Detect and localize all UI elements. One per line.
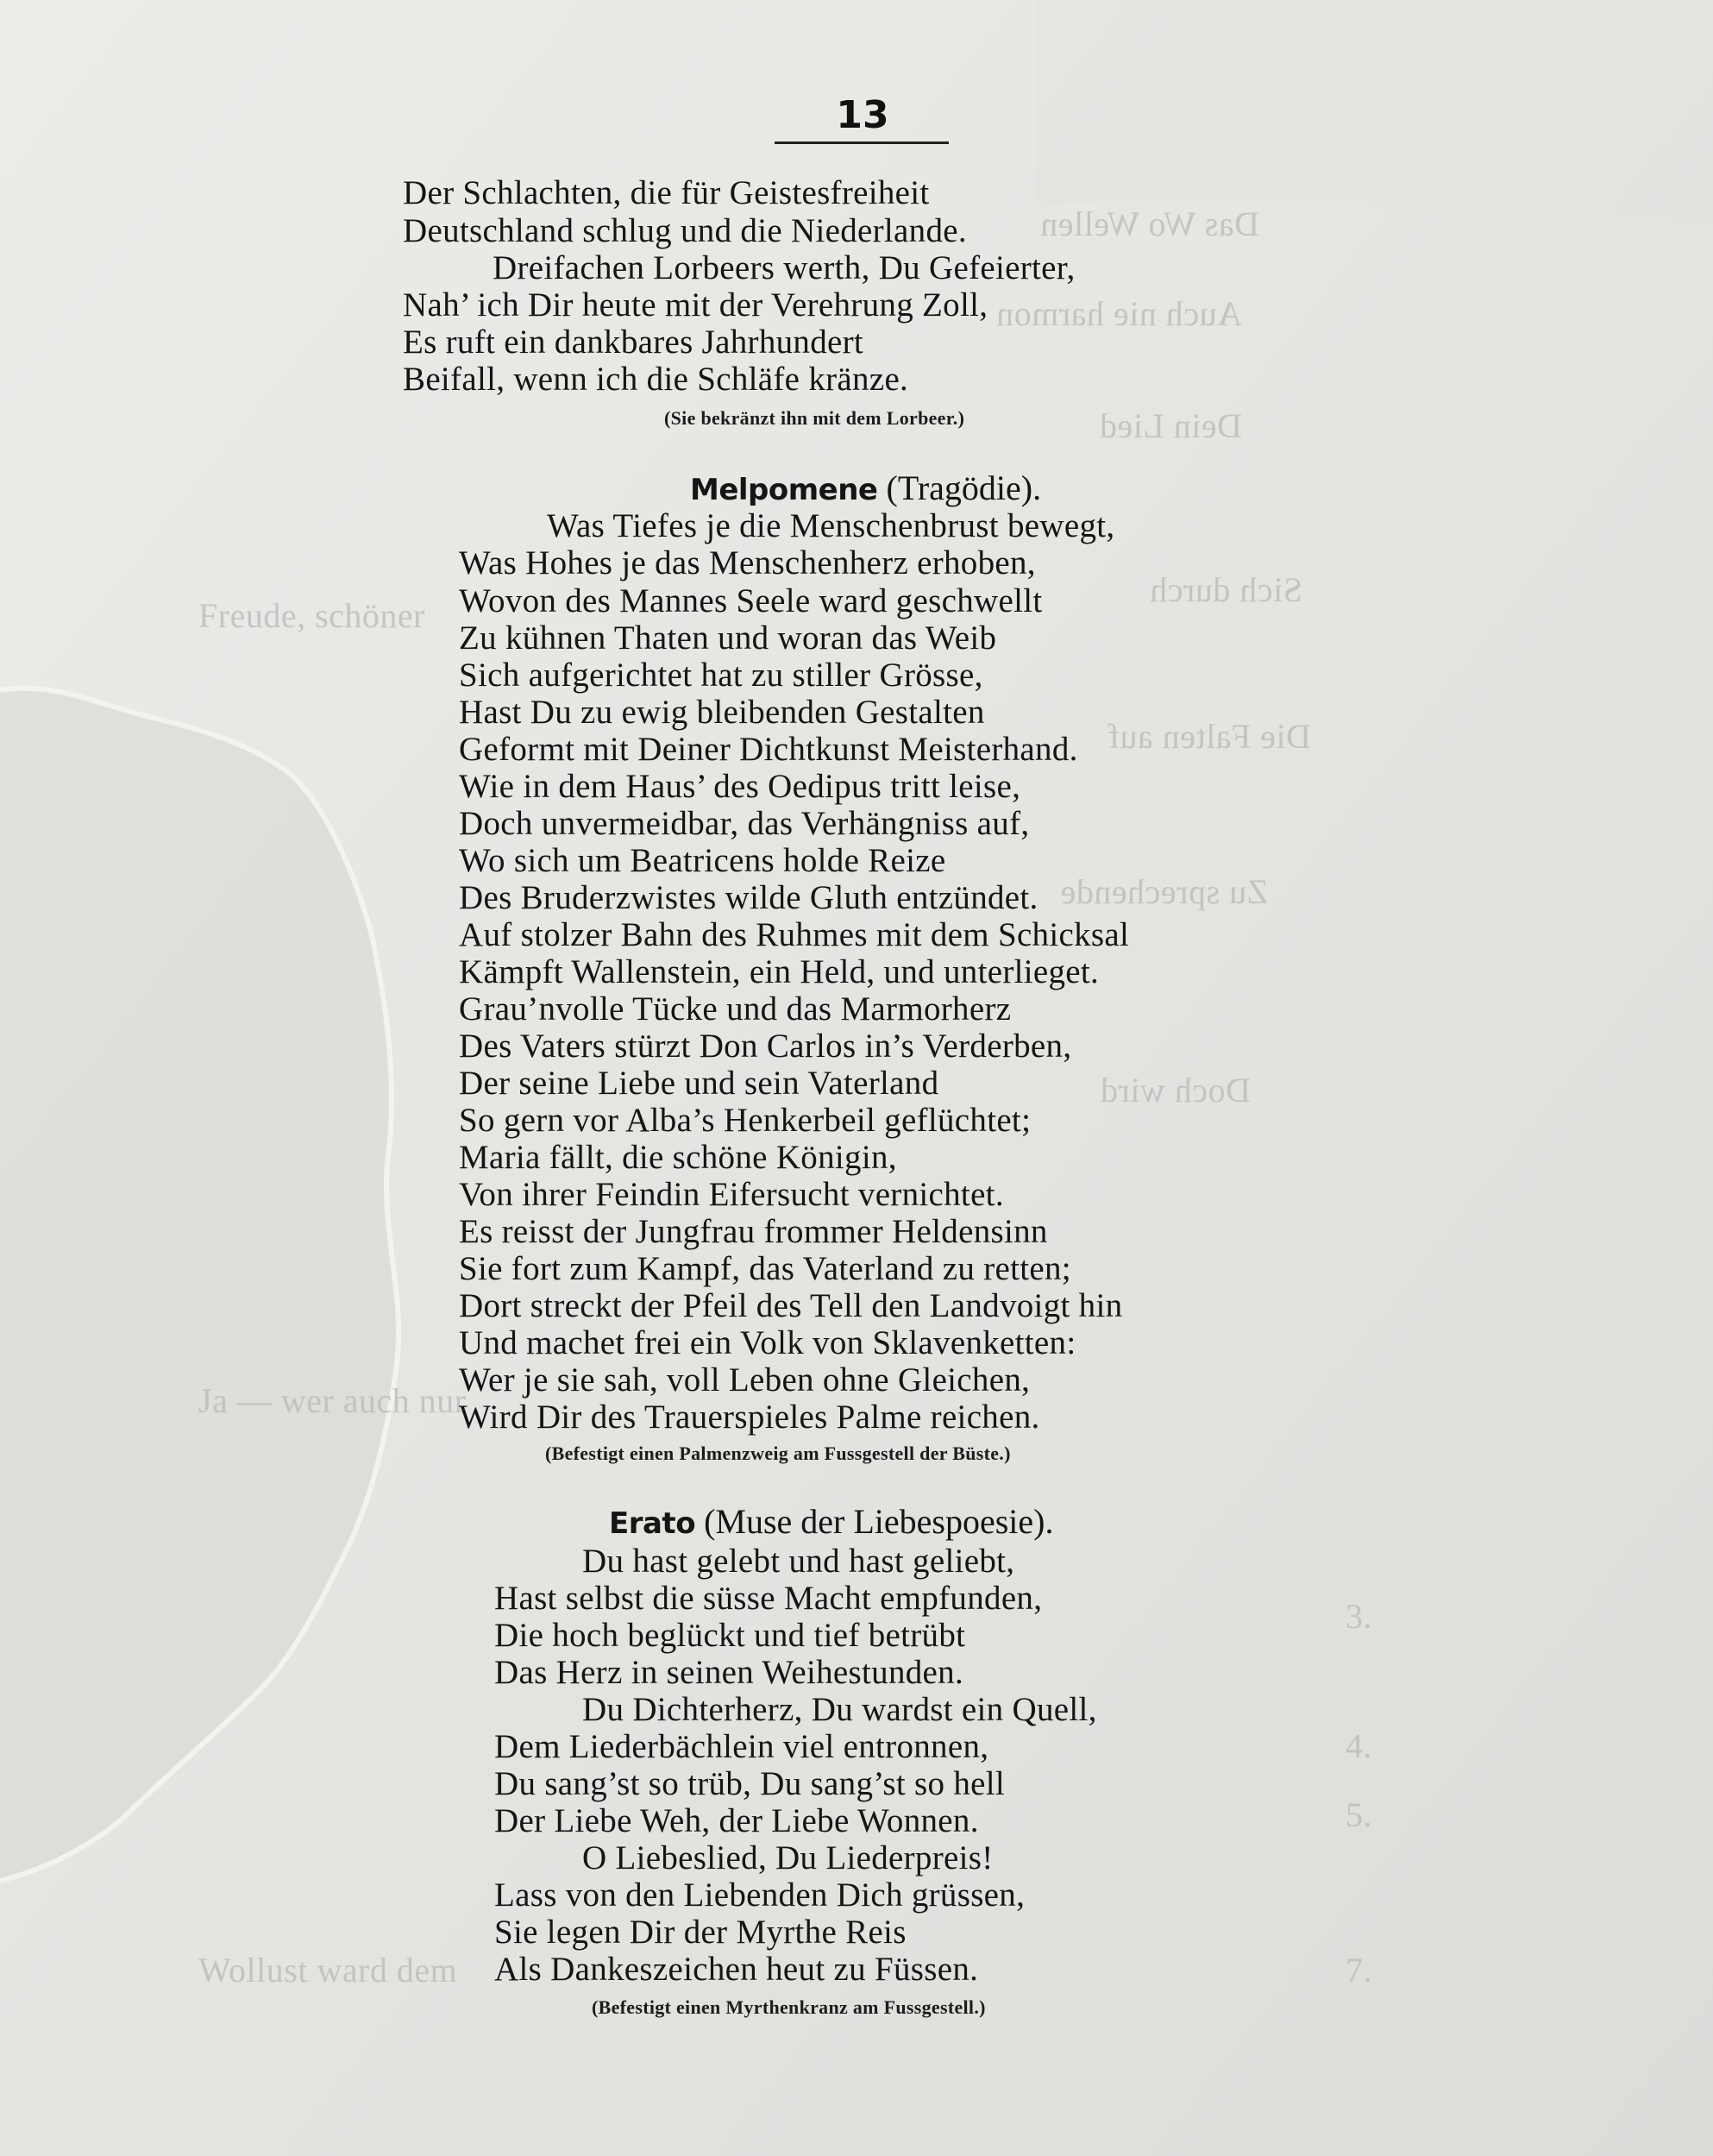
bleed-through-text: Das Wo Wellen — [1039, 204, 1259, 243]
bleed-through-text: Doch wird — [1100, 1071, 1251, 1109]
bleed-through-text: Ja — wer auch nur — [198, 1381, 467, 1420]
verse-line: Der Schlachten, die für Geistesfreiheit — [403, 174, 930, 211]
verse-line: Auf stolzer Bahn des Ruhmes mit dem Schicksal — [459, 916, 1130, 953]
bleed-through-text: Zu sprechende — [1060, 872, 1268, 911]
section-heading-melpomene — [690, 468, 1041, 508]
verse-line: Doch unvermeidbar, das Verhängniss auf, — [459, 805, 1030, 842]
bleed-through-text: 3. — [1346, 1597, 1372, 1636]
stage-direction: (Befestigt einen Palmenzweig am Fussgestell der Büste.) — [545, 1443, 1011, 1464]
verse-line: Lass von den Liebenden Dich grüssen, — [494, 1876, 1026, 1914]
verse-line: O Liebeslied, Du Liederpreis! — [582, 1839, 994, 1876]
verse-line: Hast Du zu ewig bleibenden Gestalten — [459, 694, 985, 731]
verse-line: Des Vaters stürzt Don Carlos in’s Verderben, — [459, 1028, 1072, 1065]
verse-line: Es reisst der Jungfrau frommer Heldensinn — [459, 1213, 1048, 1250]
verse-line: Dreifachen Lorbeers werth, Du Gefeierter, — [493, 249, 1076, 286]
bleed-through-text: Dein Lied — [1099, 406, 1242, 445]
page-number-rule — [775, 141, 949, 144]
bleed-through-text: Wollust ward dem — [198, 1951, 458, 1989]
stage-direction: (Befestigt einen Myrthenkranz am Fussgestell.) — [592, 1996, 986, 2018]
verse-line: Es ruft ein dankbares Jahrhundert — [403, 324, 864, 361]
verse-line: Das Herz in seinen Weihestunden. — [494, 1654, 964, 1691]
verse-line: Geformt mit Deiner Dichtkunst Meisterhand. — [459, 731, 1078, 768]
verse-line: Die hoch beglückt und tief betrübt — [494, 1617, 966, 1654]
verse-line: Wie in dem Haus’ des Oedipus tritt leise, — [459, 768, 1021, 805]
verse-line: Wird Dir des Trauerspieles Palme reichen. — [459, 1399, 1040, 1436]
muse-name: Erato — [609, 1506, 696, 1541]
verse-line: Wovon des Mannes Seele ward geschwellt — [459, 582, 1043, 619]
section-heading-erato — [609, 1501, 1053, 1542]
bleed-through-text: 4. — [1346, 1726, 1372, 1765]
verse-line: Sie legen Dir der Myrthe Reis — [494, 1914, 907, 1951]
stage-direction: (Sie bekränzt ihn mit dem Lorbeer.) — [664, 407, 965, 429]
bleed-through-text: Freude, schöner — [198, 596, 425, 635]
page-number: 13 — [836, 93, 889, 137]
verse-line: Wer je sie sah, voll Leben ohne Gleichen, — [459, 1361, 1031, 1399]
verse-line: Als Dankeszeichen heut zu Füssen. — [494, 1951, 979, 1988]
verse-line: Du sang’st so trüb, Du sang’st so hell — [494, 1765, 1006, 1802]
muse-subtitle: (Muse der Liebespoesie). — [704, 1502, 1054, 1541]
verse-line: Sich aufgerichtet hat zu stiller Grösse, — [459, 657, 983, 694]
verse-line: Was Tiefes je die Menschenbrust bewegt, — [547, 507, 1115, 544]
verse-line: Hast selbst die süsse Macht empfunden, — [494, 1580, 1043, 1617]
verse-line: Deutschland schlug und die Niederlande. — [403, 212, 967, 249]
verse-line: Grau’nvolle Tücke und das Marmorherz — [459, 990, 1012, 1028]
verse-line: Maria fällt, die schöne Königin, — [459, 1139, 897, 1176]
verse-line: Du hast gelebt und hast geliebt, — [582, 1543, 1015, 1580]
verse-line: Dem Liederbächlein viel entronnen, — [494, 1728, 989, 1765]
verse-line: Des Bruderzwistes wilde Gluth entzündet. — [459, 879, 1038, 916]
verse-line: So gern vor Alba’s Henkerbeil geflüchtet; — [459, 1102, 1032, 1139]
muse-name: Melpomene — [690, 473, 878, 507]
verse-line: Der Liebe Weh, der Liebe Wonnen. — [494, 1802, 979, 1839]
verse-line: Dort streckt der Pfeil des Tell den Landvoigt hin — [459, 1287, 1123, 1324]
bleed-through-text: Auch nie harmon — [995, 294, 1242, 333]
verse-line: Nah’ ich Dir heute mit der Verehrung Zoll, — [403, 286, 988, 324]
bleed-through-text: Sich durch — [1149, 570, 1302, 609]
muse-subtitle: (Tragödie). — [886, 468, 1042, 507]
verse-line: Von ihrer Feindin Eifersucht vernichtet. — [459, 1176, 1004, 1213]
verse-line: Zu kühnen Thaten und woran das Weib — [459, 619, 997, 657]
bleed-through-text: 5. — [1346, 1795, 1372, 1834]
verse-line: Kämpft Wallenstein, ein Held, und unterlieget. — [459, 953, 1100, 990]
bleed-through-text: Die Falten auf — [1107, 717, 1311, 756]
verse-line: Wo sich um Beatricens holde Reize — [459, 842, 946, 879]
verse-line: Beifall, wenn ich die Schläfe kränze. — [403, 361, 909, 398]
verse-line: Du Dichterherz, Du wardst ein Quell, — [582, 1691, 1097, 1728]
verse-line: Und machet frei ein Volk von Sklavenketten: — [459, 1324, 1076, 1361]
bleed-through-text: 7. — [1346, 1951, 1372, 1989]
verse-line: Was Hohes je das Menschenherz erhoben, — [459, 544, 1036, 581]
verse-line: Der seine Liebe und sein Vaterland — [459, 1065, 939, 1102]
verse-line: Sie fort zum Kampf, das Vaterland zu retten; — [459, 1250, 1071, 1287]
